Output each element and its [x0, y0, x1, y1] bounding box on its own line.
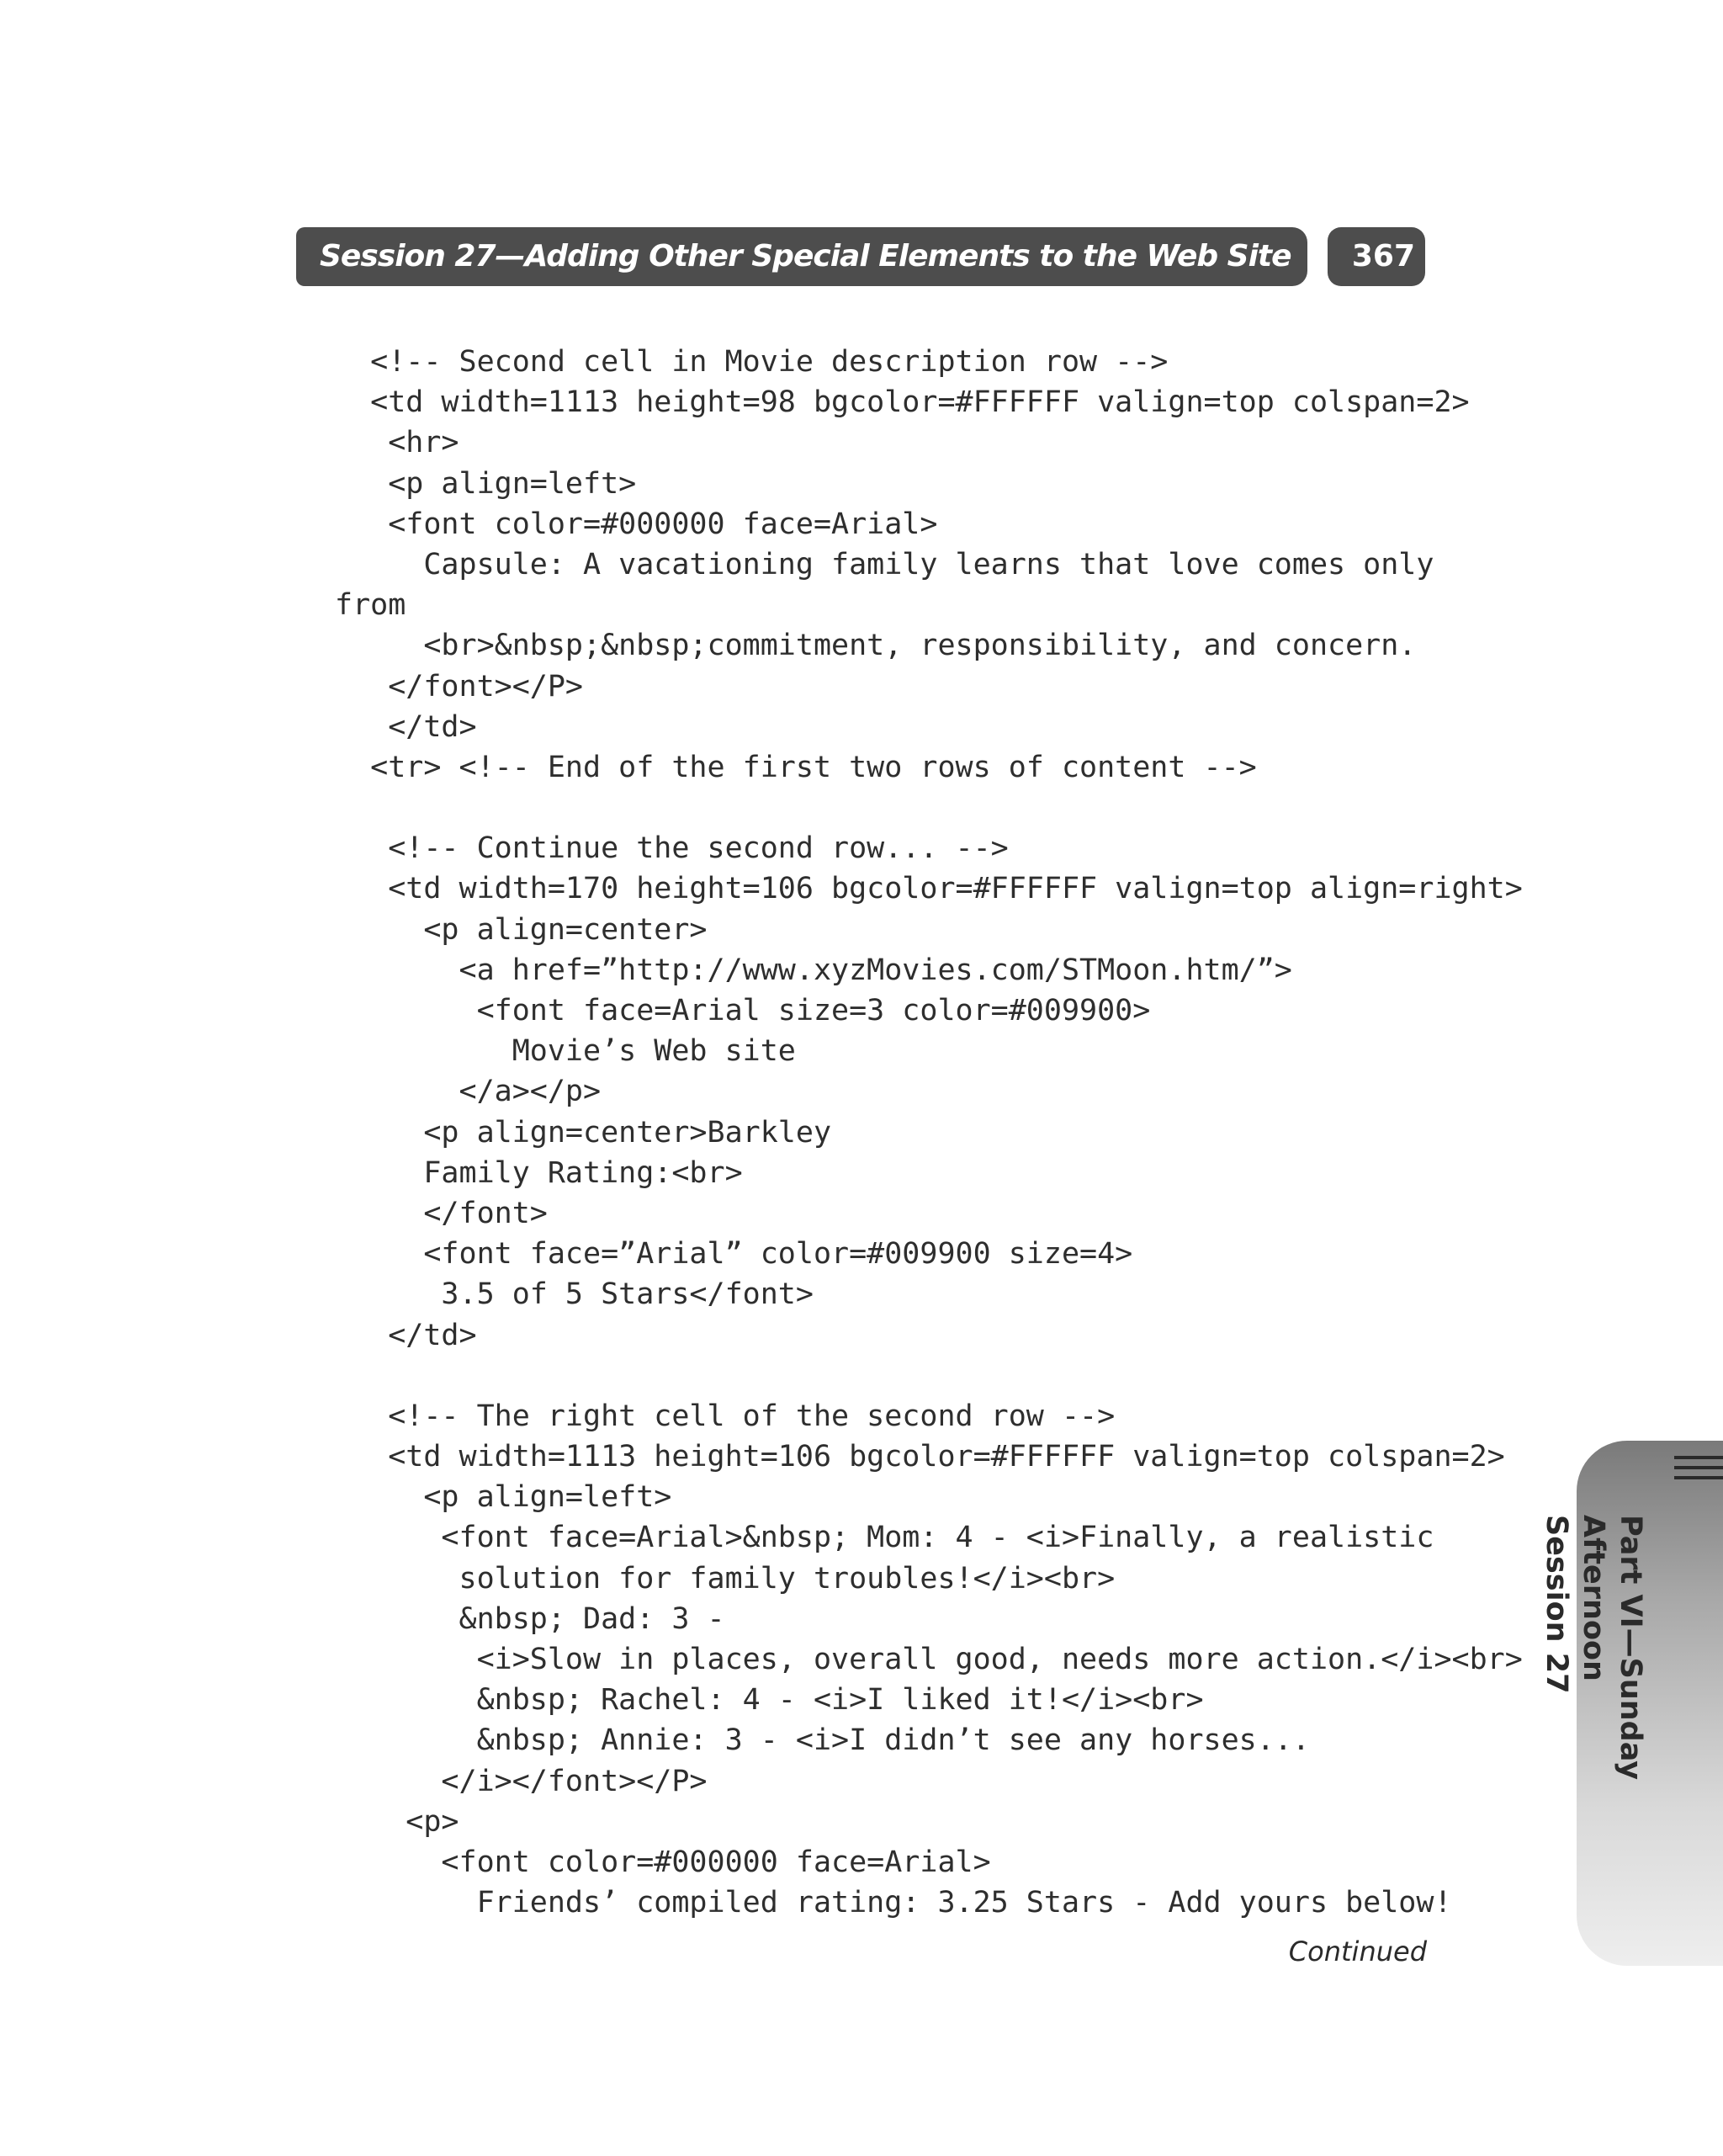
code-line: <td width=1113 height=98 bgcolor=#FFFFFF valign=top colspan=2>	[335, 385, 1470, 420]
page-number-box	[1328, 227, 1425, 286]
code-line: <p align=left>	[335, 466, 637, 501]
code-line: &nbsp; Dad: 3 -	[335, 1601, 725, 1636]
code-line	[335, 1356, 1429, 1396]
code-line: </font></P>	[335, 669, 584, 704]
code-line: <font color=#000000 face=Arial>	[335, 1845, 991, 1879]
code-line: <td width=170 height=106 bgcolor=#FFFFFF valign=top align=right>	[335, 872, 1523, 906]
code-line: <tr> <!-- End of the first two rows of content -->	[335, 750, 1257, 784]
code-line: <font face=Arial>&nbsp; Mom: 4 - <i>Finally, a realistic	[335, 1521, 1434, 1555]
code-listing	[335, 342, 1523, 1923]
code-line: Capsule: A vacationing family learns that love comes only	[335, 547, 1434, 581]
code-line: solution for family troubles!</i><br>	[335, 1561, 1116, 1596]
thumb-tab-lines-icon	[1674, 1456, 1723, 1490]
code-line: Family Rating:<br>	[335, 1155, 743, 1190]
code-line: <p align=center>Barkley	[335, 1115, 832, 1150]
code-line: </font>	[335, 1196, 548, 1230]
code-line: </td>	[335, 1318, 477, 1352]
code-line: &nbsp; Rachel: 4 - <i>I liked it!</i><br>	[335, 1683, 1204, 1718]
code-line: <!-- The right cell of the second row -->	[335, 1399, 1116, 1433]
code-line: <hr>	[335, 426, 459, 460]
code-line: <!-- Continue the second row... -->	[335, 831, 1009, 866]
code-line: </i></font></P>	[335, 1764, 708, 1798]
code-line: from	[335, 588, 406, 623]
part-label: Part VI—Sunday Afternoon	[1577, 1515, 1647, 1781]
code-line: &nbsp; Annie: 3 - <i>I didn’t see any horses...	[335, 1723, 1310, 1758]
continued-label: Continued	[1288, 1936, 1427, 1967]
code-line: Friends’ compiled rating: 3.25 Stars - Add yours below!	[335, 1886, 1452, 1920]
code-line: <br>&nbsp;&nbsp;commitment, responsibility, and concern.	[335, 629, 1417, 663]
part-thumb-tab-text	[1540, 1515, 1649, 1936]
code-line	[335, 788, 1429, 828]
code-line: <i>Slow in places, overall good, needs more action.</i><br>	[335, 1643, 1523, 1676]
code-line: </td>	[335, 709, 477, 744]
code-line: <p align=left>	[335, 1480, 672, 1515]
code-line: Movie’s Web site	[335, 1034, 796, 1069]
session-label: Session 27	[1540, 1515, 1573, 1694]
code-line: <font color=#000000 face=Arial>	[335, 507, 938, 541]
code-line: <p>	[335, 1804, 459, 1839]
code-line: <a href=”http://www.xyzMovies.com/STMoon.htm/”>	[335, 953, 1292, 987]
code-line: 3.5 of 5 Stars</font>	[335, 1277, 814, 1312]
code-line: <font face=Arial size=3 color=#009900>	[335, 994, 1151, 1028]
code-line: <p align=center>	[335, 912, 708, 947]
code-line: <font face=”Arial” color=#009900 size=4>	[335, 1237, 1133, 1272]
code-line: <!-- Second cell in Movie description row -->	[335, 345, 1169, 379]
page-number: 367	[1351, 239, 1415, 273]
running-header-title: Session 27—Adding Other Special Elements to the Web Site	[320, 239, 1291, 273]
code-line: </a></p>	[335, 1075, 602, 1109]
code-line: <td width=1113 height=106 bgcolor=#FFFFFF valign=top colspan=2>	[335, 1440, 1505, 1474]
